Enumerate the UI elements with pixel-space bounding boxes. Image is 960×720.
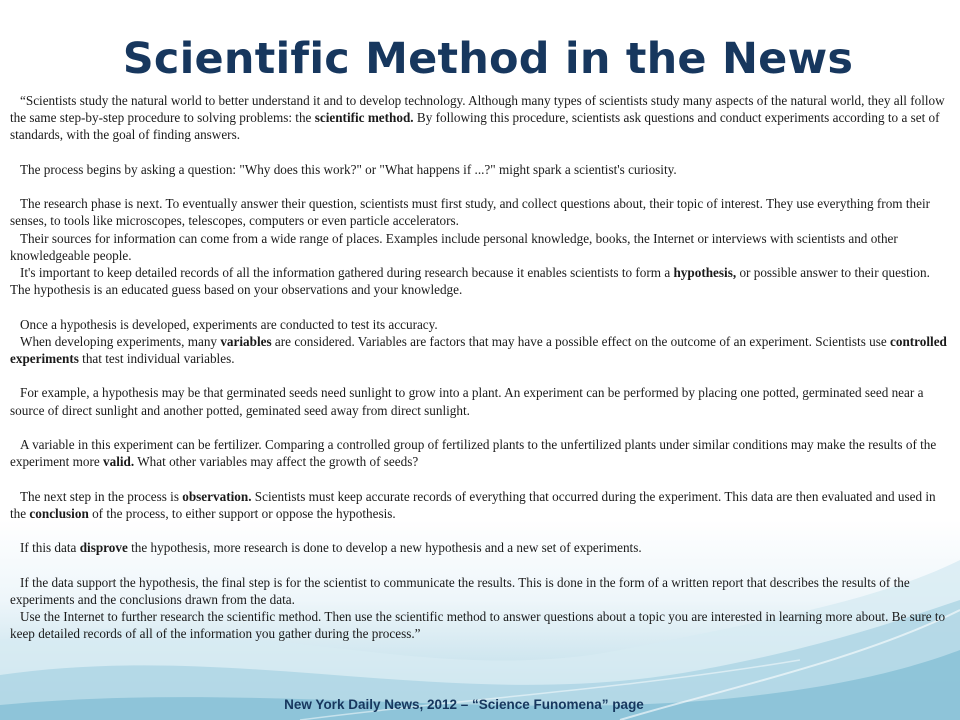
paragraph-text: A variable in this experiment can be fertilizer. Comparing a controlled group of fertilized plants to the unfertilized plants under similar conditions may make the results of the experiment more bbox=[10, 436, 937, 470]
article-paragraph bbox=[10, 384, 950, 418]
paragraph-text: The next step in the process is bbox=[20, 488, 183, 504]
paragraph-text: that test individual variables. bbox=[78, 351, 235, 366]
page-title: Scientific Method in the News bbox=[122, 34, 854, 84]
paragraph-text: “Scientists study the natural world to better understand it and to develop technology. Although many types of scientists study many aspects of the natural world, they all follow the same step-by-step procedure to solving problems: the bbox=[10, 93, 945, 126]
key-term: controlled experiments bbox=[10, 333, 947, 366]
article-paragraph bbox=[10, 195, 950, 229]
paragraph-text: When developing experiments, many bbox=[20, 333, 221, 349]
article-paragraph bbox=[10, 488, 950, 522]
paragraph-text: What other variables may affect the growth of seeds? bbox=[134, 454, 419, 470]
paragraph-text: The process begins by asking a question: "Why does this work?" or "What happens if ...?" might spark a scientist's curiosity. bbox=[20, 161, 677, 177]
article-paragraph bbox=[10, 92, 950, 144]
article-paragraph bbox=[10, 608, 950, 642]
key-term: hypothesis, bbox=[673, 265, 737, 280]
key-term: disprove bbox=[79, 540, 128, 556]
article-paragraph bbox=[10, 574, 950, 608]
paragraph-text: Scientists must keep accurate records of everything that occurred during the experiment. This data are then evaluated and used in the bbox=[10, 488, 936, 521]
key-term: observation. bbox=[182, 488, 252, 504]
article-paragraph bbox=[10, 333, 950, 367]
paragraph-text: Once a hypothesis is developed, experiments are conducted to test its accuracy. bbox=[20, 316, 438, 332]
article-paragraph bbox=[10, 161, 950, 178]
key-term: scientific method. bbox=[314, 110, 414, 126]
paragraph-text: Their sources for information can come from a wide range of places. Examples include personal knowledge, books, the Internet or interviews with scientists and other knowledgeable people. bbox=[10, 230, 898, 263]
key-term: variables bbox=[220, 333, 272, 349]
key-term: valid. bbox=[103, 454, 135, 470]
article-paragraph bbox=[10, 264, 950, 298]
article-paragraph bbox=[10, 539, 950, 556]
article-body bbox=[10, 92, 950, 642]
paragraph-text: The research phase is next. To eventually answer their question, scientists must first study, and collect questions about, their topic of interest. They use everything from their senses, to tools like microscopes, telescopes, computers or even particle accelerators. bbox=[10, 196, 931, 229]
paragraph-text: are considered. Variables are factors that may have a possible effect on the outcome of an experiment. Scientists use bbox=[271, 333, 890, 349]
paragraph-text: the hypothesis, more research is done to develop a new hypothesis and a new set of experiments. bbox=[127, 540, 642, 556]
paragraph-text: By following this procedure, scientists ask questions and conduct experiments according to a set of standards, with the goal of finding answers. bbox=[10, 110, 940, 143]
paragraph-text: For example, a hypothesis may be that germinated seeds need sunlight to grow into a plant. An experiment can be performed by placing one potted, germinated seed near a source of direct sunlight and another potted, geminated seed away from direct sunlight. bbox=[10, 385, 924, 418]
paragraph-text: or possible answer to their question. The hypothesis is an educated guess based on your observations and your knowledge. bbox=[10, 265, 930, 298]
article-paragraph bbox=[10, 436, 950, 470]
paragraph-text: It's important to keep detailed records of all the information gathered during research because it enables scientists to form a bbox=[20, 265, 674, 280]
paragraph-text: of the process, to either support or oppose the hypothesis. bbox=[88, 505, 396, 521]
article-paragraph bbox=[10, 230, 950, 264]
article-paragraph bbox=[10, 316, 950, 333]
key-term: conclusion bbox=[29, 505, 89, 521]
paragraph-text: If this data bbox=[20, 540, 80, 556]
paragraph-text: If the data support the hypothesis, the final step is for the scientist to communicate the results. This is done in the form of a written report that describes the results of the experiments and the conclusions drawn from the data. bbox=[10, 574, 910, 607]
source-citation: New York Daily News, 2012 – “Science Funomena” page bbox=[284, 697, 644, 712]
paragraph-text: Use the Internet to further research the scientific method. Then use the scientific method to answer questions about a topic you are interested in learning more about. Be sure to keep detailed records of all of the information you gather during the process.” bbox=[10, 608, 946, 642]
